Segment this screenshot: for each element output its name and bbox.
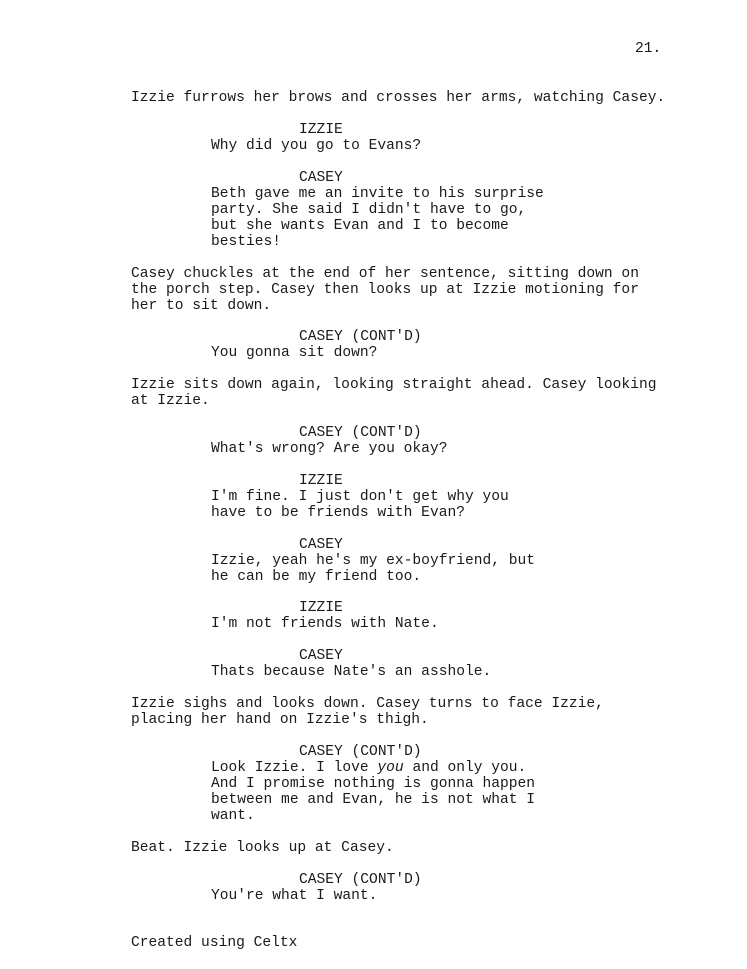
action-line: the porch step. Casey then looks up at Izzie motioning for: [131, 282, 639, 298]
character-name: IZZIE: [299, 473, 343, 489]
dialogue-text: Look Izzie. I love: [211, 760, 378, 776]
action-line: Izzie sighs and looks down. Casey turns to face Izzie,: [131, 696, 604, 712]
dialogue-line: Why did you go to Evans?: [211, 138, 422, 154]
dialogue-line: I'm not friends with Nate.: [211, 616, 439, 632]
dialogue-line: I'm fine. I just don't get why you: [211, 489, 509, 505]
action-line: at Izzie.: [131, 393, 210, 409]
character-name: CASEY (CONT'D): [299, 329, 422, 345]
dialogue-line: Beth gave me an invite to his surprise: [211, 186, 544, 202]
action-line: her to sit down.: [131, 298, 272, 314]
dialogue-line: Izzie, yeah he's my ex-boyfriend, but: [211, 553, 536, 569]
footer-credit: Created using Celtx: [131, 935, 298, 951]
dialogue-line: [211, 760, 526, 776]
action-line: Izzie furrows her brows and crosses her arms, watching Casey.: [131, 90, 666, 106]
character-name: CASEY: [299, 537, 343, 553]
character-name: CASEY: [299, 648, 343, 664]
dialogue-line: have to be friends with Evan?: [211, 505, 465, 521]
dialogue-line: And I promise nothing is gonna happen: [211, 776, 536, 792]
dialogue-line: Thats because Nate's an asshole.: [211, 664, 492, 680]
page-number: 21.: [635, 41, 662, 57]
dialogue-line: besties!: [211, 234, 282, 250]
character-name: IZZIE: [299, 600, 343, 616]
dialogue-line: party. She said I didn't have to go,: [211, 202, 527, 218]
action-line: Beat. Izzie looks up at Casey.: [131, 840, 394, 856]
dialogue-text: and only you.: [403, 760, 527, 776]
character-name: CASEY: [299, 170, 343, 186]
dialogue-line: want.: [211, 808, 255, 824]
dialogue-line: What's wrong? Are you okay?: [211, 441, 448, 457]
action-line: Casey chuckles at the end of her sentence, sitting down on: [131, 266, 639, 282]
dialogue-line: You gonna sit down?: [211, 345, 378, 361]
emphasized-text: you: [377, 760, 404, 776]
character-name: CASEY (CONT'D): [299, 872, 422, 888]
action-line: Izzie sits down again, looking straight ahead. Casey looking: [131, 377, 657, 393]
dialogue-line: between me and Evan, he is not what I: [211, 792, 536, 808]
character-name: IZZIE: [299, 122, 343, 138]
character-name: CASEY (CONT'D): [299, 425, 422, 441]
dialogue-line: he can be my friend too.: [211, 569, 422, 585]
dialogue-line: but she wants Evan and I to become: [211, 218, 509, 234]
dialogue-line: You're what I want.: [211, 888, 378, 904]
action-line: placing her hand on Izzie's thigh.: [131, 712, 429, 728]
character-name: CASEY (CONT'D): [299, 744, 422, 760]
